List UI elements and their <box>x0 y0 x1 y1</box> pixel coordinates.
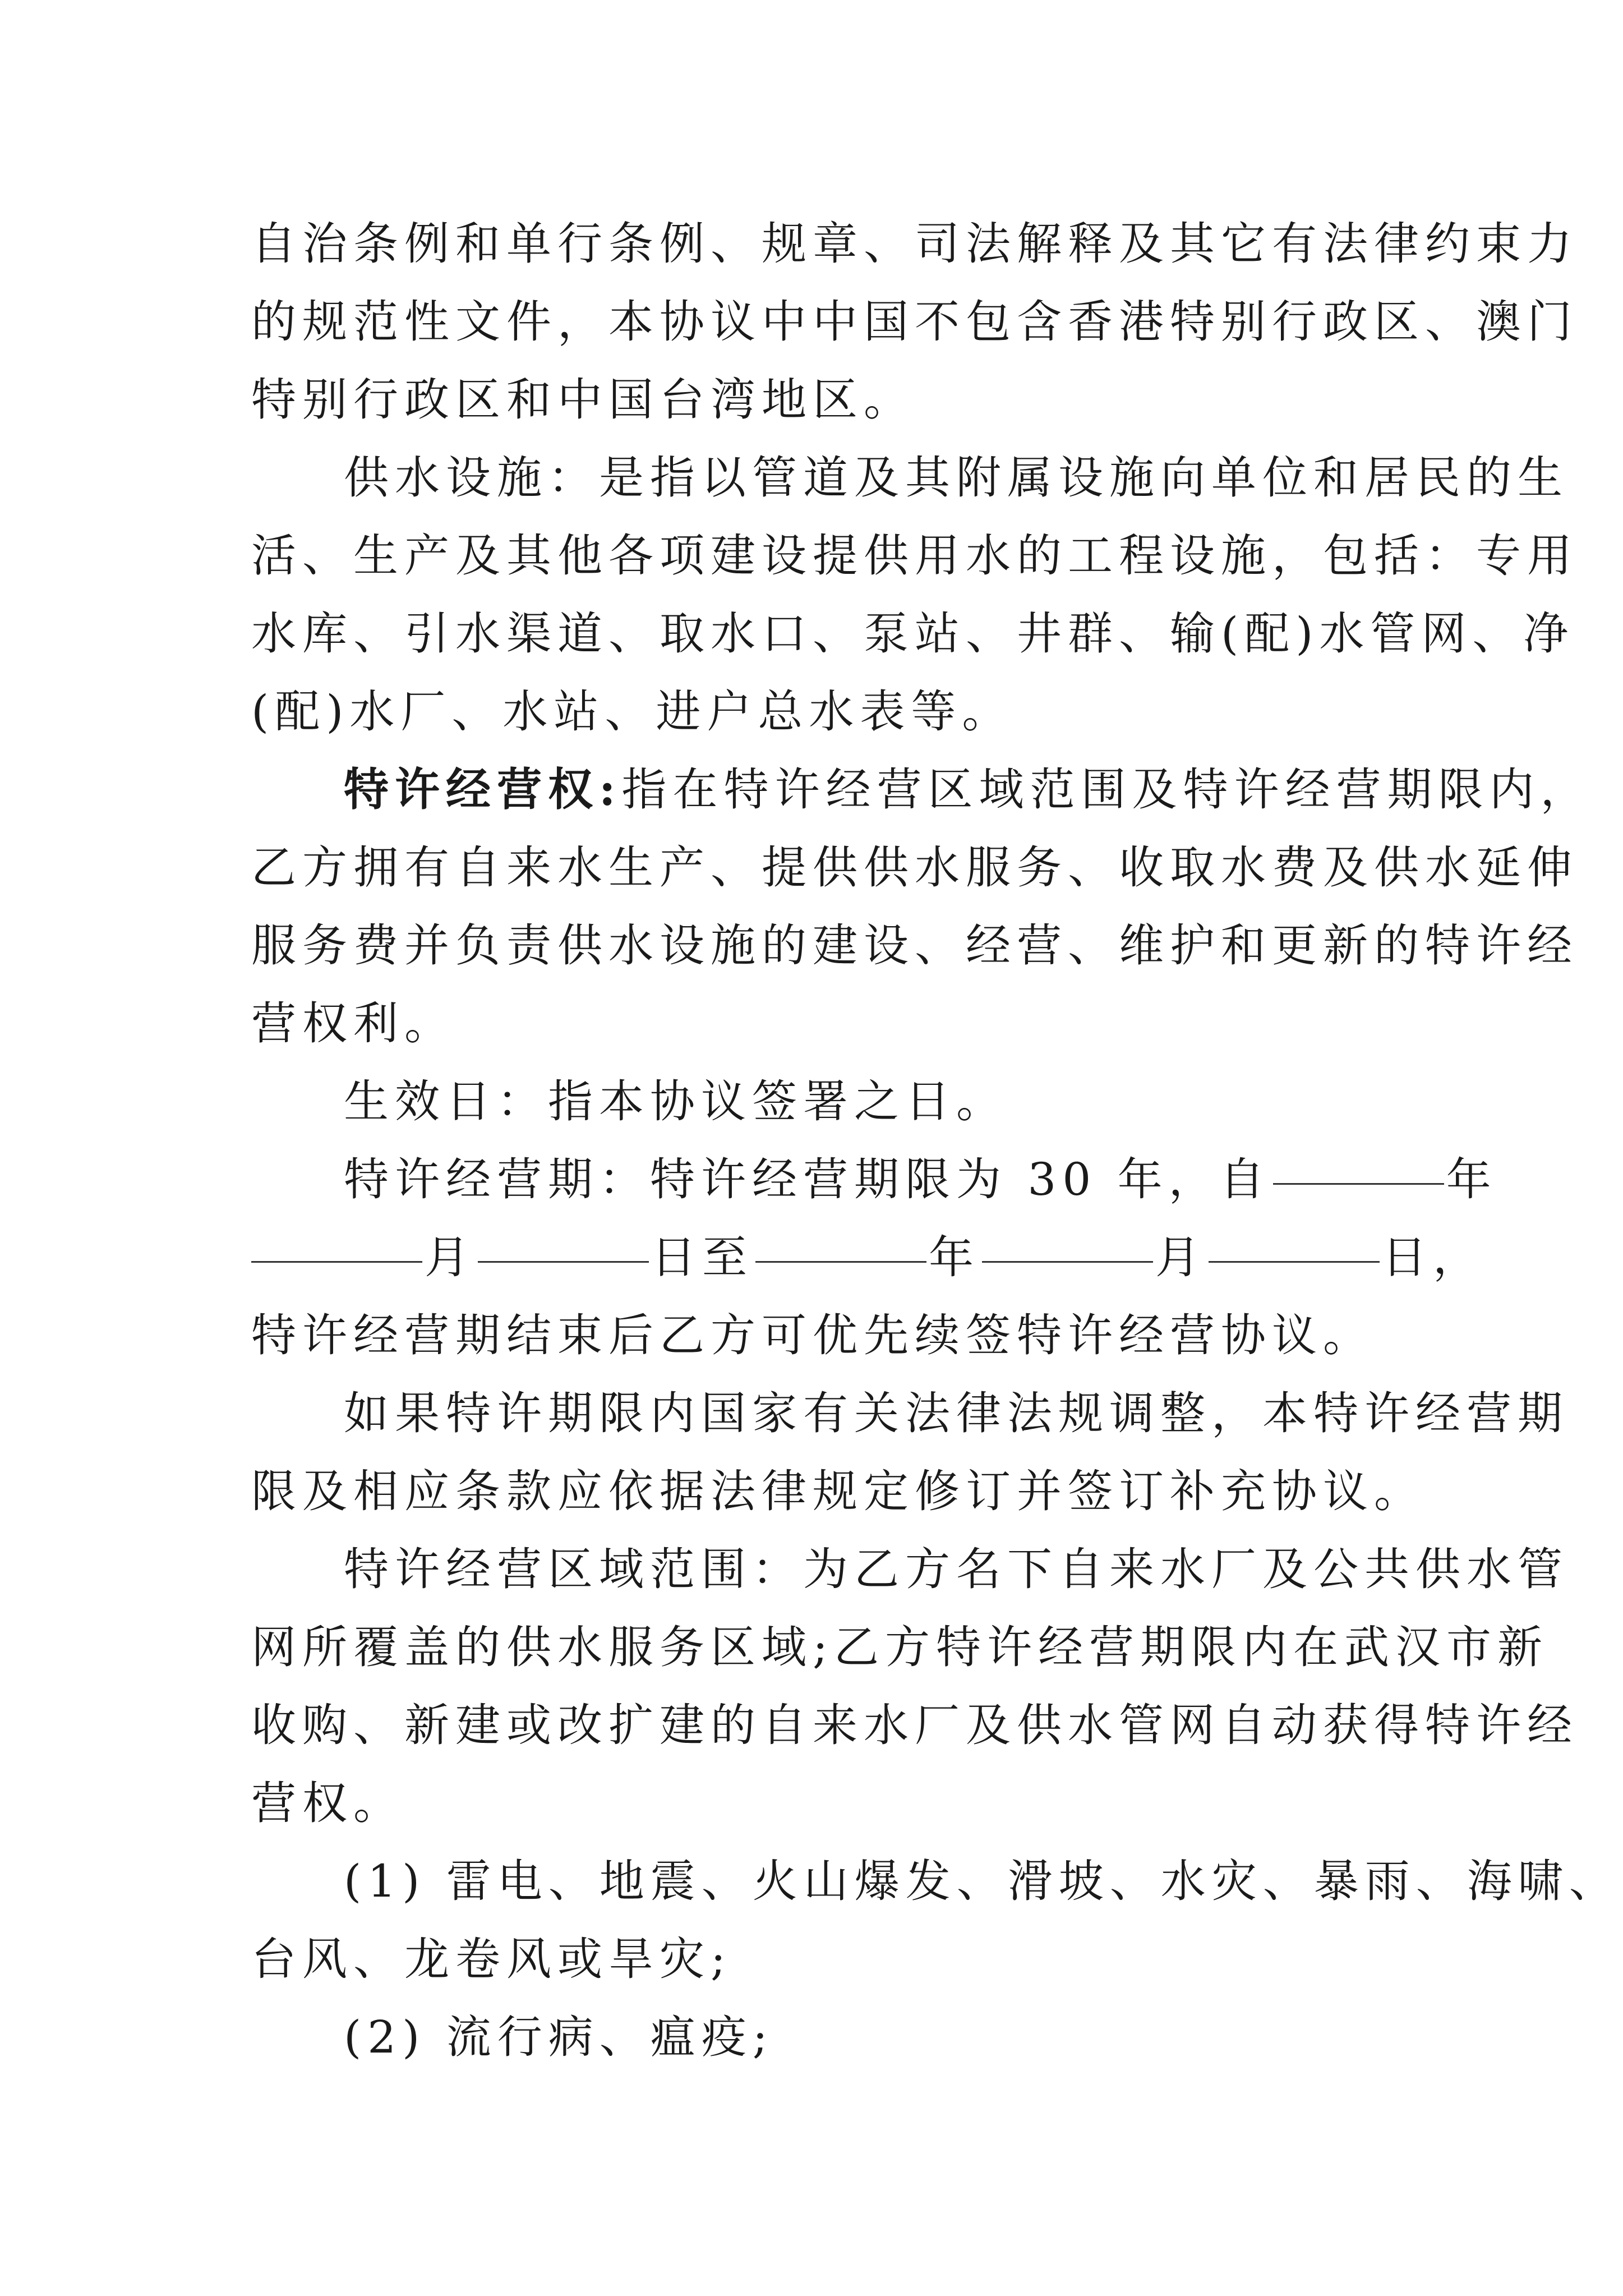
text-line: 生效日：指本协议签署之日。 <box>344 1075 1007 1128</box>
text-line: 收购、新建或改扩建的自来水厂及供水管网自动获得特许经 <box>251 1699 1578 1751</box>
month-label: 月 <box>425 1231 476 1283</box>
blank-day-start[interactable] <box>478 1261 649 1263</box>
text-line <box>251 1218 1484 1296</box>
paragraph-franchise-right <box>251 751 1592 1062</box>
text-line: 营权。 <box>251 1777 404 1829</box>
text-line: (2) 流行病、瘟疫; <box>344 2011 774 2063</box>
text-line: 台风、龙卷风或旱灾; <box>251 1933 732 1985</box>
paragraph-franchise-area <box>251 1530 1578 1842</box>
month-end-label: 月 <box>1155 1231 1206 1283</box>
blank-month-end[interactable] <box>982 1261 1153 1263</box>
text-line: 如果特许期限内国家有关法律法规调整，本特许经营期 <box>344 1387 1569 1439</box>
text-line <box>251 751 1592 829</box>
blank-day-end[interactable] <box>1209 1261 1380 1263</box>
list-item-epidemics <box>251 1998 1384 2076</box>
text-line: (配)水厂、水站、进户总水表等。 <box>251 685 1013 738</box>
list-item-natural-disasters <box>251 1842 1620 1998</box>
text-line: 特别行政区和中国台湾地区。 <box>251 374 915 426</box>
paragraph-water-facilities <box>251 439 1578 751</box>
text-line: 限及相应条款应依据法律规定修订并签订补充协议。 <box>251 1465 1425 1517</box>
text-line: 乙方拥有自来水生产、提供供水服务、收取水费及供水延伸 <box>251 841 1578 894</box>
term-label: 特许经营权: <box>344 763 622 816</box>
text-line: 营权利。 <box>251 997 455 1050</box>
blank-month-start[interactable] <box>251 1261 422 1263</box>
day-to-label: 日至 <box>651 1231 753 1283</box>
text-line: 的规范性文件，本协议中中国不包含香港特别行政区、澳门 <box>251 296 1578 348</box>
paragraph-legal-definition <box>251 205 1578 439</box>
text-line: 服务费并负责供水设施的建设、经营、维护和更新的特许经 <box>251 919 1578 972</box>
term-definition: 指在特许经营区域范围及特许经营期限内， <box>621 763 1592 816</box>
text-line: 特许经营期结束后乙方可优先续签特许经营协议。 <box>251 1309 1374 1361</box>
blank-year-start[interactable] <box>1273 1183 1444 1185</box>
blank-year-end[interactable] <box>755 1261 926 1263</box>
text-line: 特许经营区域范围：为乙方名下自来水厂及公共供水管 <box>344 1543 1569 1595</box>
year-end-label: 年 <box>929 1231 980 1283</box>
document-page <box>251 205 1620 2076</box>
paragraph-law-adjustment <box>251 1374 1569 1530</box>
period-text: 特许经营期：特许经营期限为 30 年，自 <box>344 1153 1271 1205</box>
text-line: 活、生产及其他各项建设提供用水的工程设施，包括：专用 <box>251 530 1578 582</box>
text-line: (1) 雷电、地震、火山爆发、滑坡、水灾、暴雨、海啸、 <box>344 1855 1620 1907</box>
text-line: 网所覆盖的供水服务区域;乙方特许经营期限内在武汉市新 <box>251 1621 1548 1673</box>
day-end-label: 日， <box>1382 1231 1484 1283</box>
year-label: 年 <box>1446 1153 1497 1205</box>
text-line: 水库、引水渠道、取水口、泵站、井群、输(配)水管网、净 <box>251 608 1575 660</box>
text-line: 自治条例和单行条例、规章、司法解释及其它有法律约束力 <box>251 218 1578 270</box>
paragraph-effective-date <box>251 1062 1384 1140</box>
text-line: 供水设施：是指以管道及其附属设施向单位和居民的生 <box>344 452 1569 504</box>
text-line <box>251 1140 1497 1218</box>
paragraph-franchise-period <box>251 1140 1497 1374</box>
